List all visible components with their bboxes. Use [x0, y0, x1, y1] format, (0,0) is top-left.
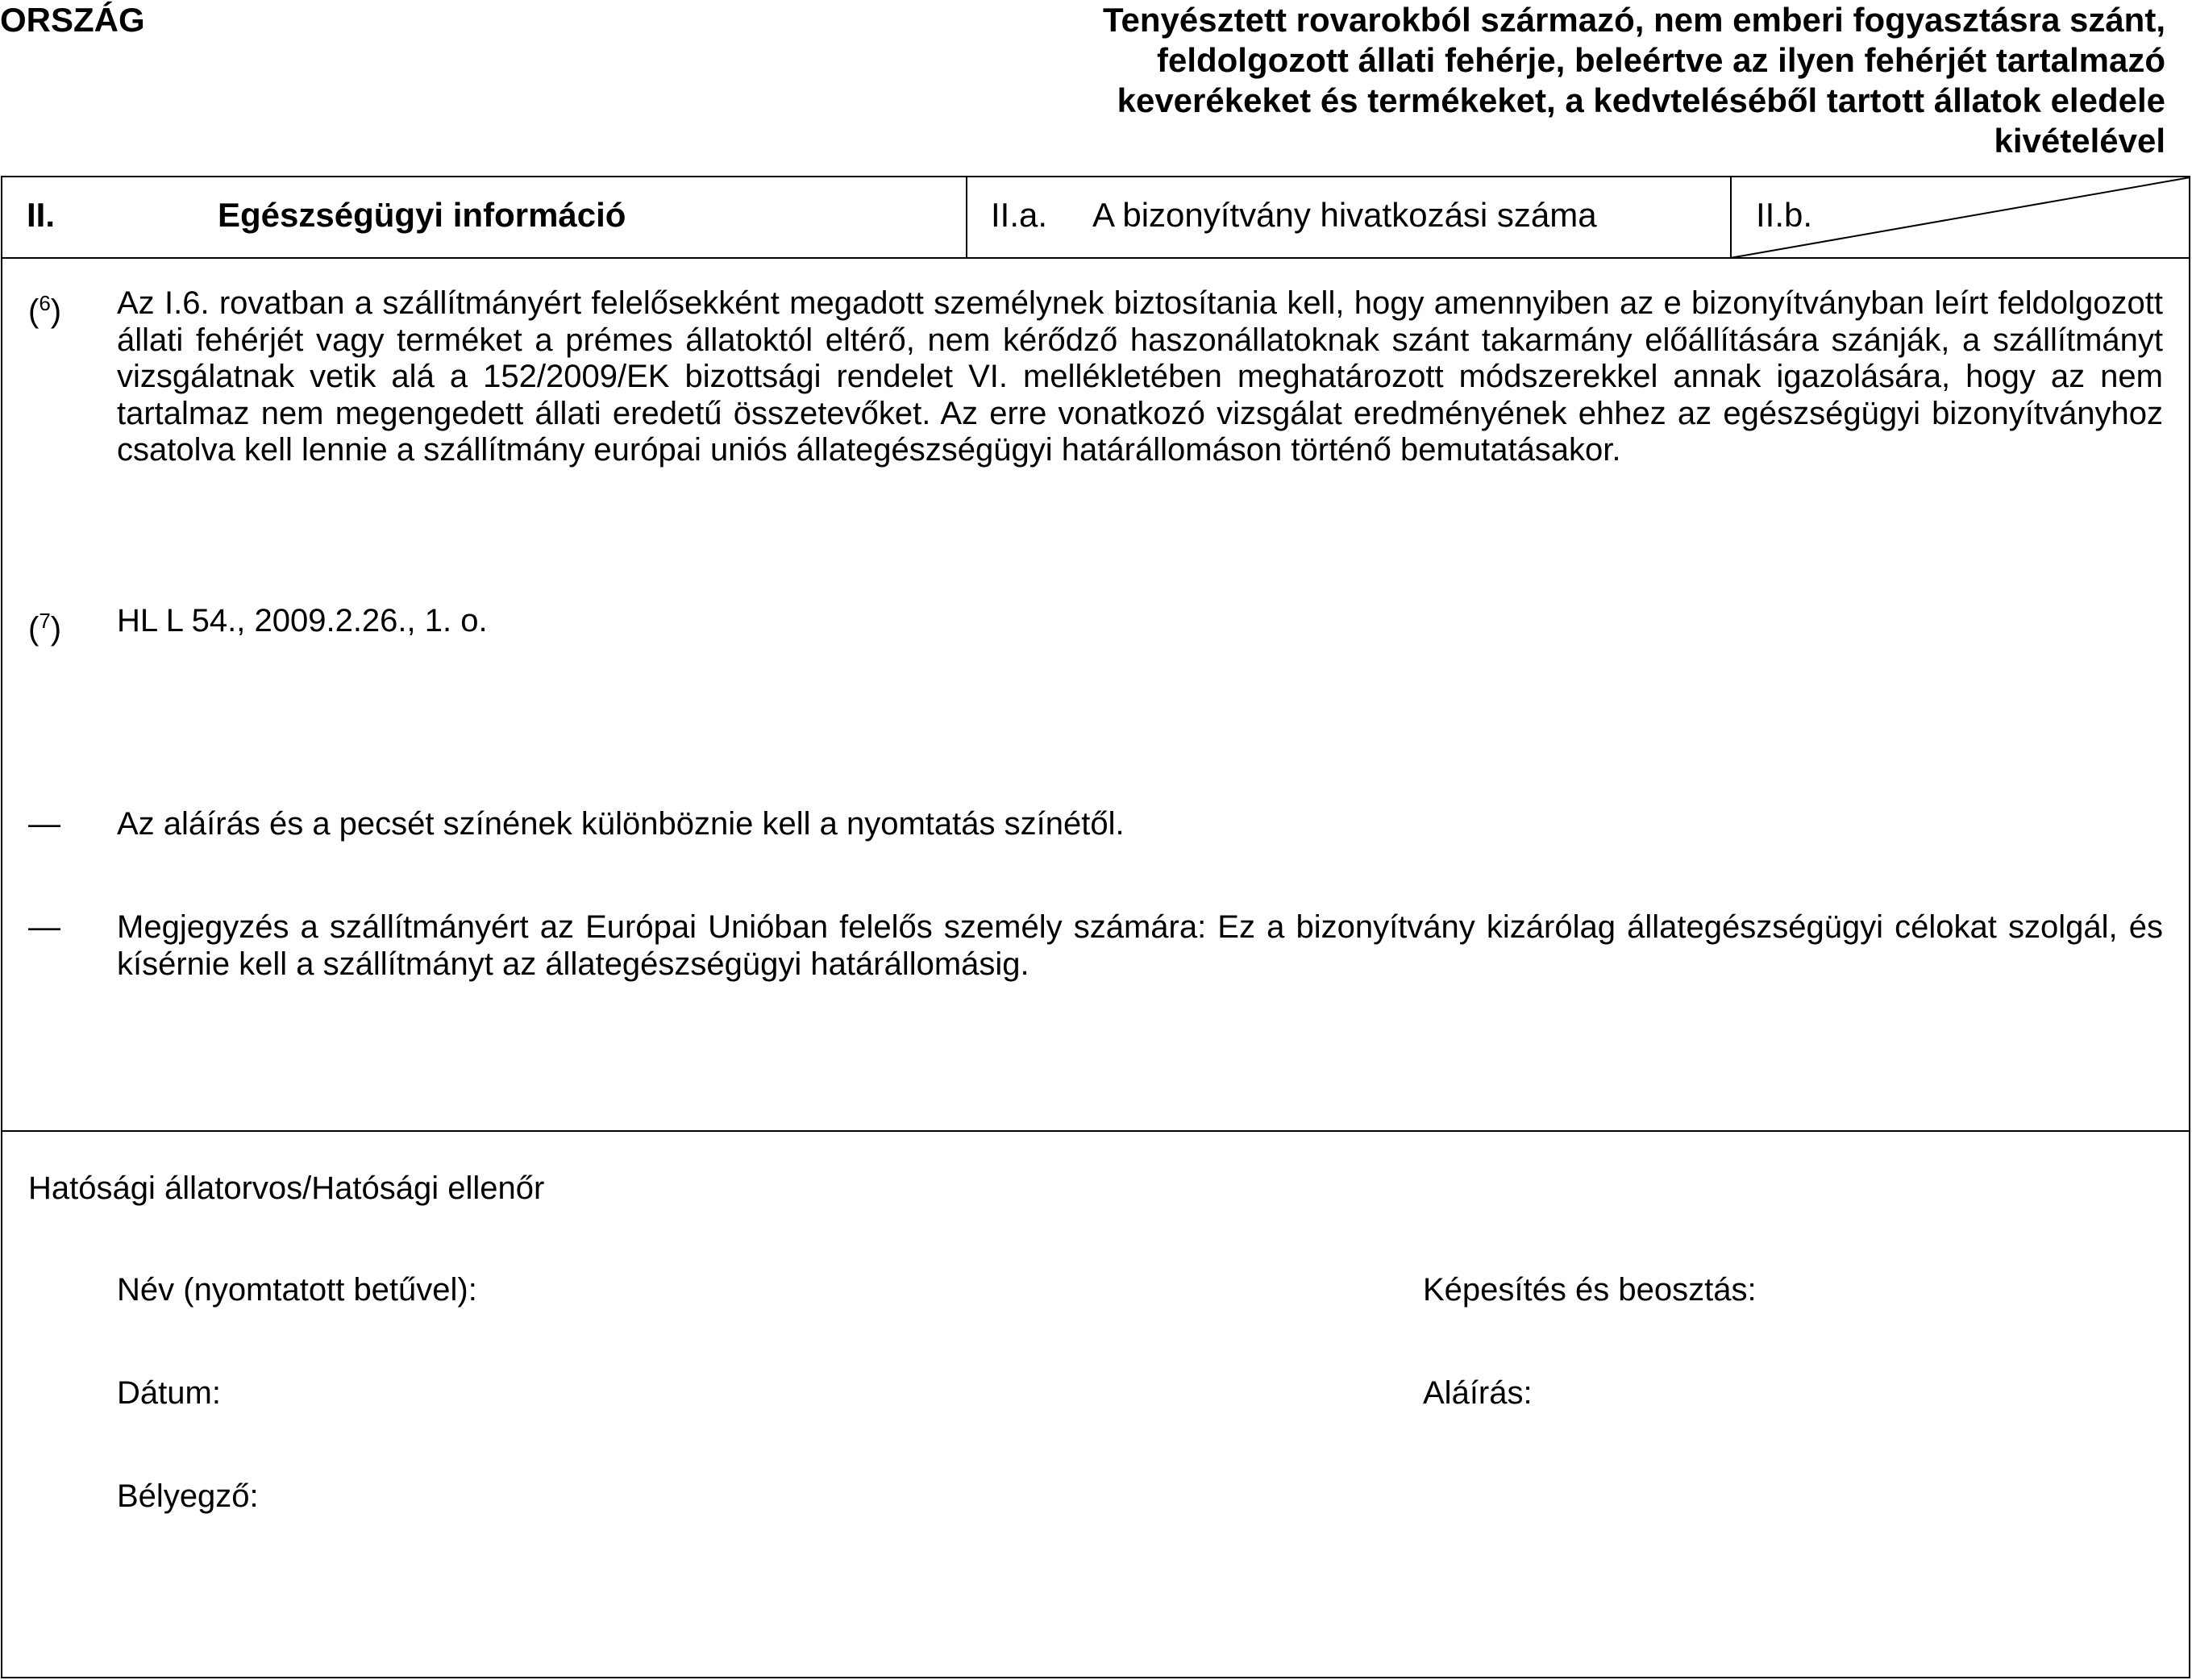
country-label: ORSZÁG — [0, 1, 145, 39]
stamp-label: Bélyegző: — [117, 1478, 259, 1514]
footnote-number: 6 — [39, 291, 51, 315]
diagonal-line — [1730, 177, 2190, 258]
document-title: Tenyésztett rovarokból származó, nem emberi fogyasztásra szánt, feldolgozott állati fehérje, beleértve az ilyen fehérjét tartalmazó keverékeket és termékeket, a kedvteléséből tartott állatok eledele kivételével — [1103, 1, 2165, 160]
footnote-text: HL L 54., 2009.2.26., 1. o. — [117, 603, 488, 638]
note-text: Az aláírás és a pecsét színének különböznie kell a nyomtatás színétől. — [117, 806, 1125, 842]
signature-label: Aláírás: — [1423, 1375, 1533, 1411]
ref-code: II.a. — [991, 196, 1048, 234]
section-title: Egészségügyi információ — [218, 196, 626, 234]
note-text: Megjegyzés a szállítmányért az Európai Unióban felelős személy számára: Ez a bizonyítvány kizárólag állategészségügyi célokat szolgál, és kísérnie kell a szállítmányt az állategészségügyi határállomásig. — [117, 909, 2163, 982]
note-bullet: — — [28, 909, 60, 945]
footnote-text: Az I.6. rovatban a szállítmányért felelősekként megadott személynek biztosítania kell, hogy amennyiben az e bizonyítványban leírt feldolgozott állati fehérjét vagy terméket a prémes állatoktól eltérő, nem kérődző haszonállatoknak szánt takarmány előállítására szánják, a szállítmányt vizsgálatnak vetik alá a 152/2009/EK bizottsági rendelet VI. mellékletében meghatározott módszerekkel annak igazolására, hogy az nem tartalmaz nem megengedett állati eredetű összetevőket. Az erre vonatkozó vizsgálat eredményének ehhez az egészségügyi bizonyítványhoz csatolva kell lennie a szállítmány európai uniós állategészségügyi határállomáson történő bemutatásakor. — [117, 285, 2163, 468]
header-bottom-line — [2, 257, 2189, 259]
header-divider — [966, 177, 967, 258]
official-heading: Hatósági állatorvos/Hatósági ellenőr — [28, 1171, 545, 1206]
footnote-number: 7 — [39, 609, 51, 633]
certificate-frame — [1, 176, 2190, 1678]
ref-label: A bizonyítvány hivatkozási száma — [1092, 196, 1597, 234]
section-divider — [2, 1130, 2189, 1132]
ref-b-code: II.b. — [1756, 196, 1813, 234]
qualification-label: Képesítés és beosztás: — [1423, 1272, 1757, 1308]
section-number: II. — [27, 196, 56, 234]
note-bullet: — — [28, 806, 60, 842]
footnote-marker: ($^7$) — [28, 609, 62, 647]
date-label: Dátum: — [117, 1375, 221, 1411]
name-label: Név (nyomtatott betűvel): — [117, 1272, 477, 1308]
footnote-marker: ($^6$) — [28, 291, 62, 329]
